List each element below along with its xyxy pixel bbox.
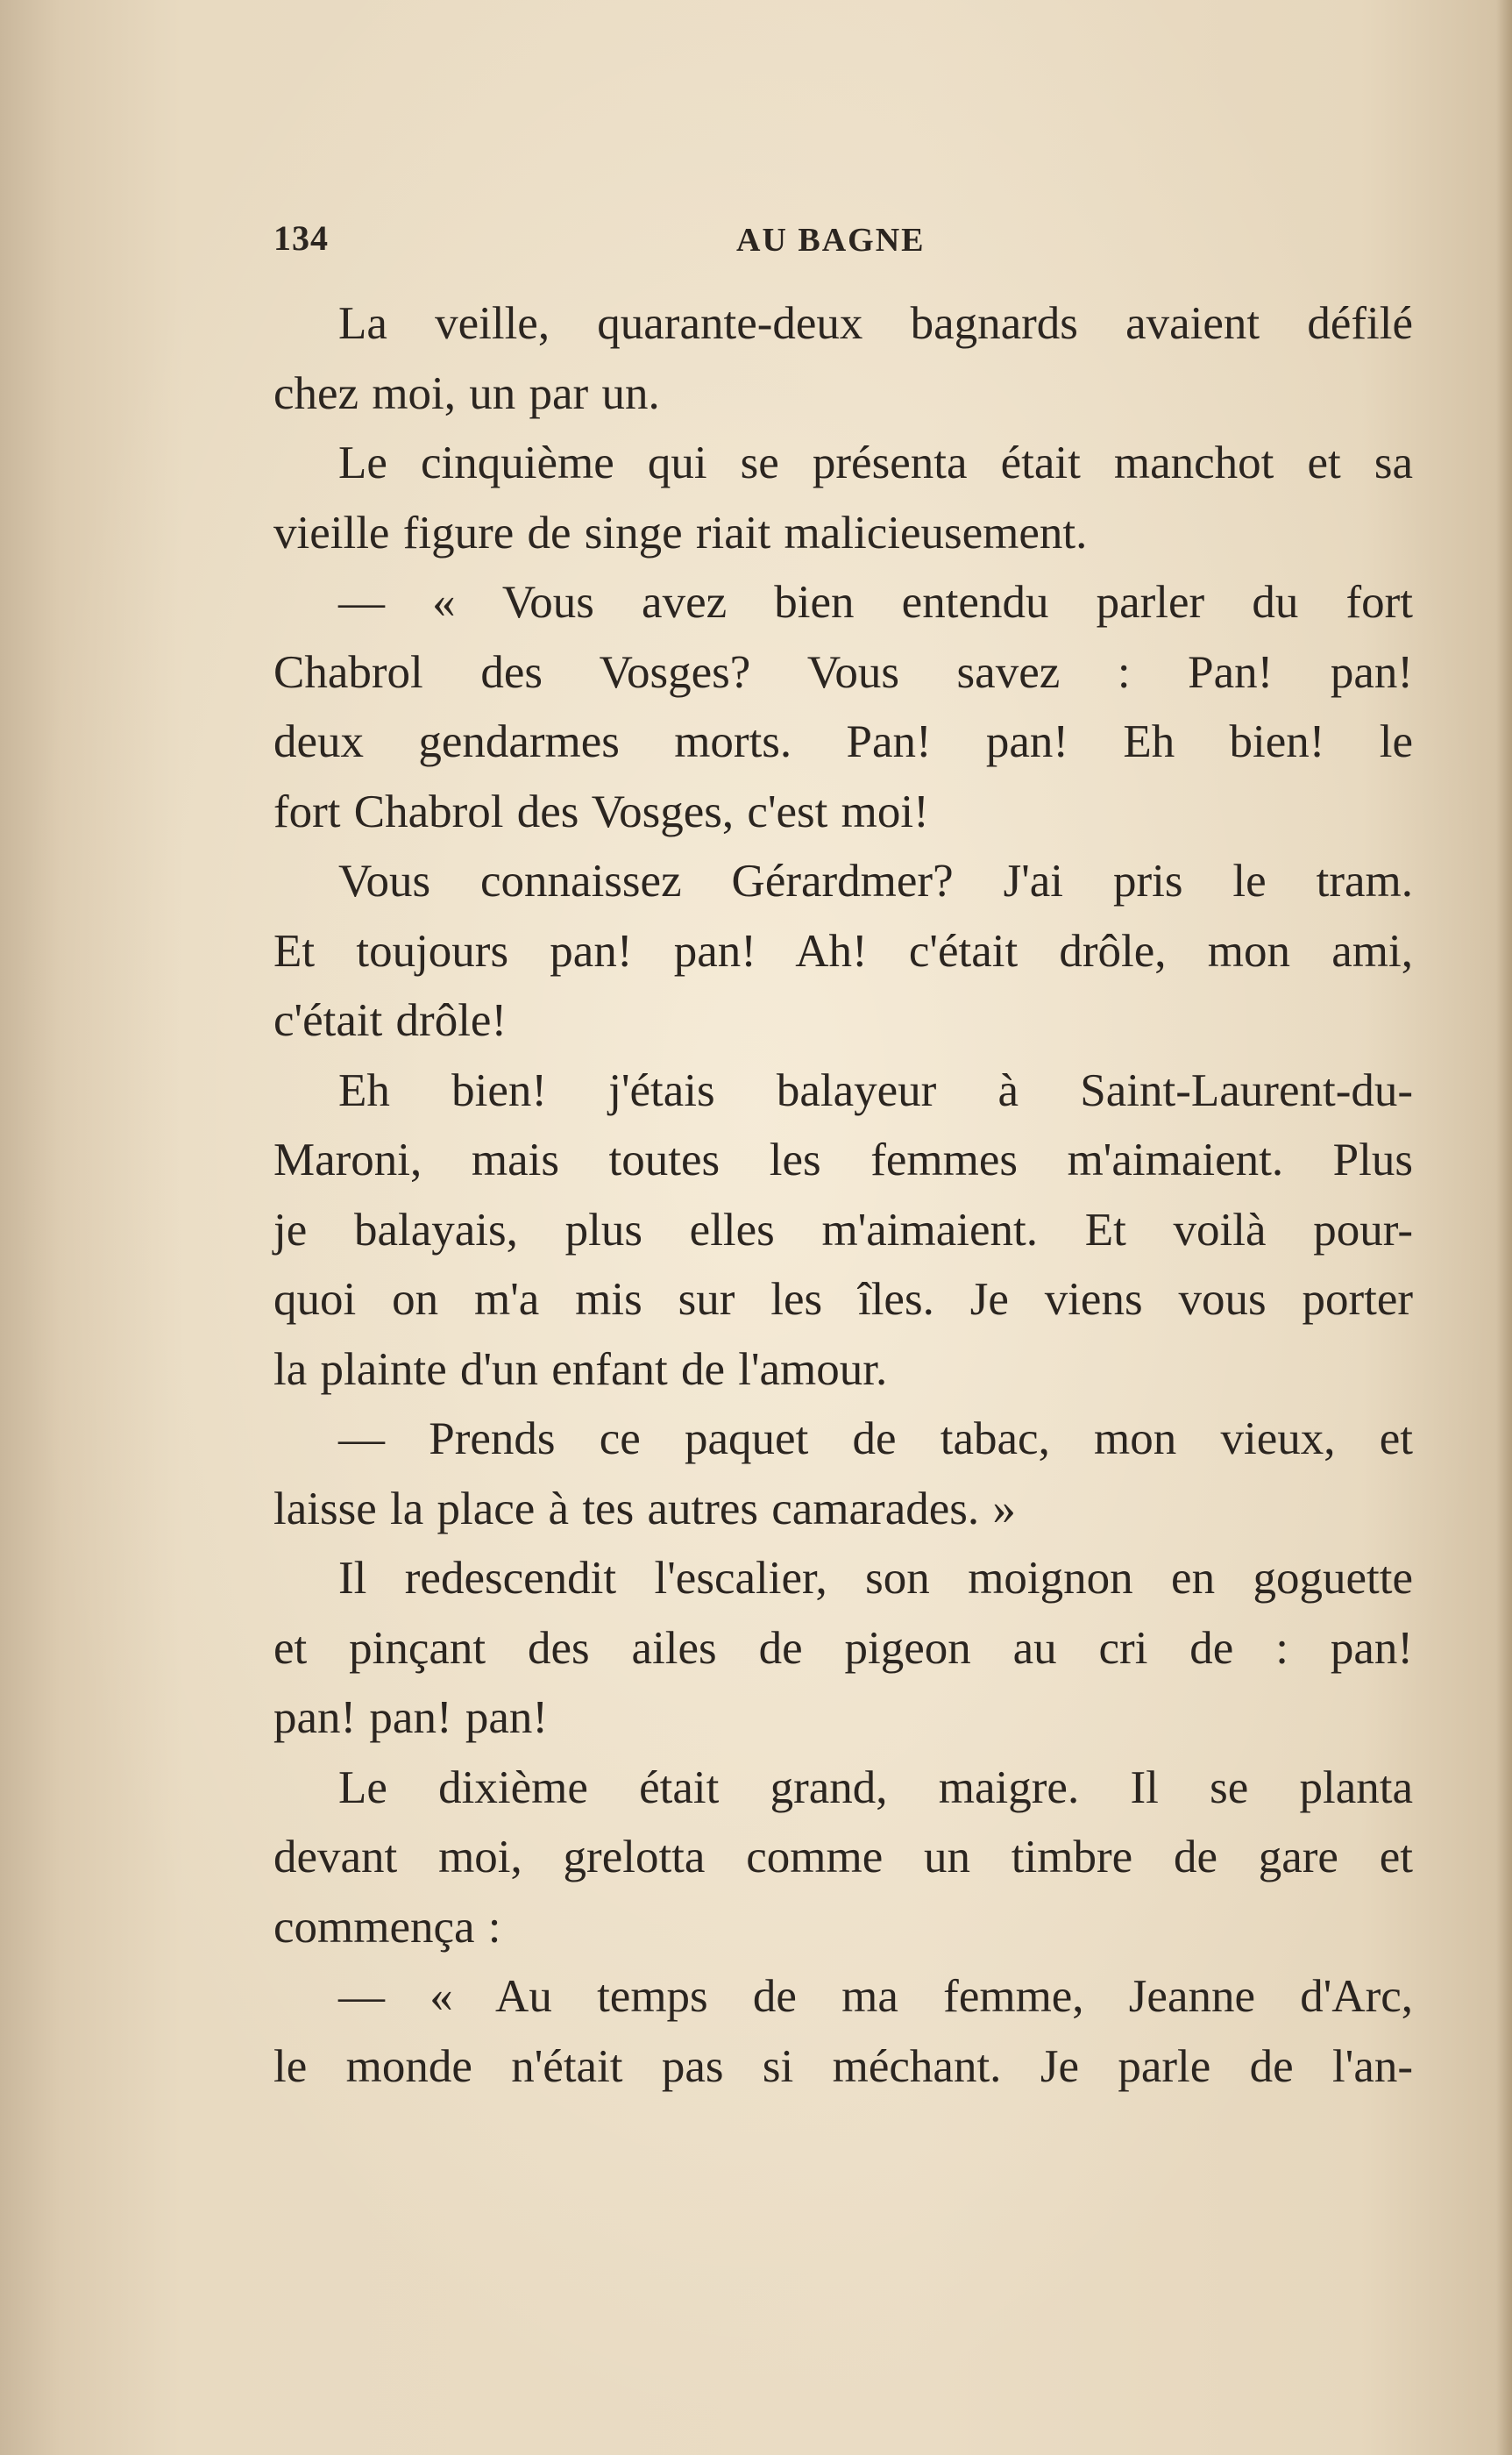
page-edge-shadow (1496, 0, 1512, 2455)
text-line: la plainte d'un enfant de l'amour. (273, 1343, 888, 1395)
text-line: Il redescendit l'escalier, son moignon en goguette (338, 1553, 1413, 1604)
text-line: fort Chabrol des Vosges, c'est moi! (273, 786, 929, 837)
body-text (273, 289, 1413, 2102)
text-line: devant moi, grelotta comme un timbre de gare et (273, 1832, 1413, 1882)
text-line: — Prends ce paquet de tabac, mon vieux, et (338, 1413, 1413, 1464)
text-line: Maroni, mais toutes les femmes m'aimaient. Plus (273, 1135, 1413, 1185)
running-head: AU BAGNE (736, 222, 926, 259)
text-line: quoi on m'a mis sur les îles. Je viens vous porter (273, 1274, 1413, 1325)
text-line: Eh bien! j'étais balayeur à Saint-Laurent-du- (338, 1064, 1413, 1116)
text-line: — « Vous avez bien entendu parler du fort (338, 577, 1413, 628)
text-line: deux gendarmes morts. Pan! pan! Eh bien! le (273, 716, 1413, 767)
text-line: Le dixième était grand, maigre. Il se planta (338, 1761, 1413, 1813)
text-line: vieille figure de singe riait malicieusement. (273, 507, 1088, 559)
text-line: Le cinquième qui se présenta était manchot et sa (338, 438, 1413, 488)
text-line: pan! pan! pan! (273, 1692, 549, 1743)
text-line: Chabrol des Vosges? Vous savez : Pan! pan! (273, 646, 1413, 698)
text-line: laisse la place à tes autres camarades. » (273, 1483, 1016, 1534)
text-line: c'était drôle! (273, 995, 508, 1046)
text-line: chez moi, un par un. (273, 367, 660, 419)
page-header (273, 217, 1413, 270)
text-line: — « Au temps de ma femme, Jeanne d'Arc, (338, 1971, 1413, 2022)
text-line: commença : (273, 1901, 501, 1953)
text-line: le monde n'était pas si méchant. Je parle de l'an- (273, 2040, 1413, 2092)
text-line: et pinçant des ailes de pigeon au cri de : pan! (273, 1622, 1413, 1674)
text-line: La veille, quarante-deux bagnards avaient défilé (338, 298, 1413, 349)
text-line: je balayais, plus elles m'aimaient. Et voilà pour- (273, 1204, 1413, 1256)
page-number: 134 (273, 218, 329, 258)
text-line: Vous connaissez Gérardmer? J'ai pris le tram. (338, 856, 1413, 907)
text-line: Et toujours pan! pan! Ah! c'était drôle, mon ami, (273, 925, 1413, 977)
